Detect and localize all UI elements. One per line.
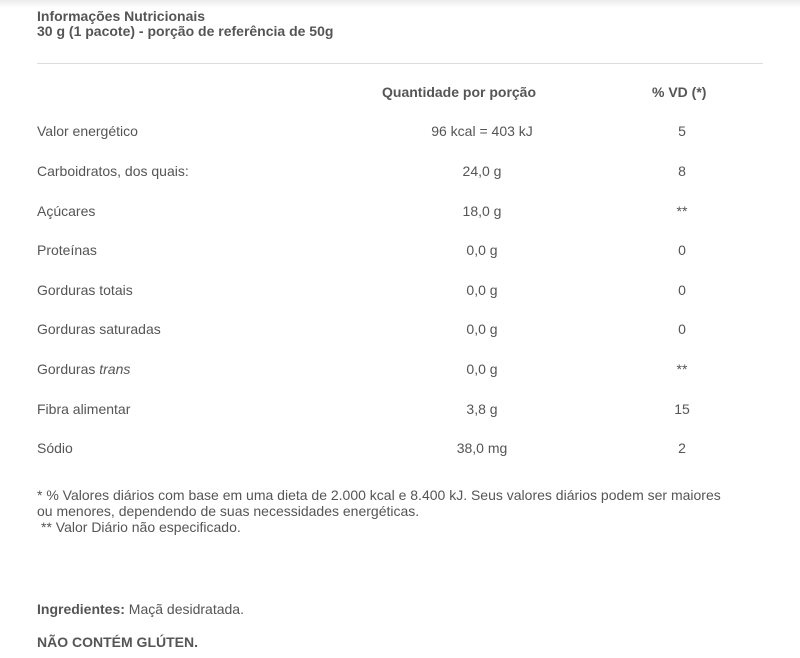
nutrient-name: Valor energético bbox=[37, 123, 138, 139]
column-header-quantity: Quantidade por porção bbox=[382, 84, 537, 100]
nutrient-quantity: 0,0 g bbox=[466, 361, 498, 377]
table-row bbox=[0, 321, 800, 341]
nutrient-vd: ** bbox=[676, 361, 688, 377]
table-row bbox=[0, 282, 800, 302]
nutrient-name: Gorduras totais bbox=[37, 282, 133, 298]
nutrient-vd: 0 bbox=[678, 282, 686, 298]
nutrient-name-italic: trans bbox=[99, 361, 131, 377]
nutrient-quantity: 0,0 g bbox=[466, 242, 498, 258]
nutrient-name-prefix: Gorduras bbox=[37, 361, 100, 377]
nutrient-name: Fibra alimentar bbox=[37, 401, 131, 417]
nutrient-vd: 5 bbox=[678, 123, 686, 139]
footnote-unspecified: ** Valor Diário não especificado. bbox=[41, 519, 241, 535]
nutrient-name: Carboidratos, dos quais: bbox=[37, 163, 189, 179]
ingredients-label: Ingredientes: bbox=[37, 601, 125, 617]
ingredients bbox=[37, 601, 244, 617]
nutrition-header bbox=[37, 9, 333, 39]
table-row bbox=[0, 401, 800, 421]
nutrient-quantity: 24,0 g bbox=[462, 163, 502, 179]
nutrient-vd: 15 bbox=[674, 401, 690, 417]
nutrient-name: Açúcares bbox=[37, 203, 96, 219]
nutrient-quantity: 38,0 mg bbox=[456, 440, 508, 456]
footnote-vd: * % Valores diários com base em uma dieta de 2.000 kcal e 8.400 kJ. Seus valores diários podem ser maiores ou menores, dependendo de suas necessidades energéticas. bbox=[37, 487, 721, 519]
top-shadow bbox=[0, 0, 800, 8]
table-row bbox=[0, 361, 800, 381]
nutrient-vd: 0 bbox=[678, 242, 686, 258]
nutrient-name bbox=[37, 361, 130, 377]
table-row bbox=[0, 203, 800, 223]
serving-size: 30 g (1 pacote) - porção de referência de 50g bbox=[37, 23, 334, 39]
nutrient-quantity: 0,0 g bbox=[466, 321, 498, 337]
column-header-vd: % VD (*) bbox=[652, 84, 707, 100]
gluten-notice: NÃO CONTÉM GLÚTEN. bbox=[37, 634, 198, 650]
nutrient-quantity: 96 kcal = 403 kJ bbox=[431, 123, 533, 139]
table-row bbox=[0, 440, 800, 460]
nutrient-vd: 0 bbox=[678, 321, 686, 337]
nutrition-title: Informações Nutricionais bbox=[37, 8, 206, 24]
nutrient-name: Proteínas bbox=[37, 242, 97, 258]
table-row bbox=[0, 163, 800, 183]
nutrient-vd: 8 bbox=[678, 163, 686, 179]
nutrient-quantity: 0,0 g bbox=[466, 282, 498, 298]
nutrient-vd: 2 bbox=[678, 440, 686, 456]
nutrient-name: Gorduras saturadas bbox=[37, 321, 161, 337]
footnotes bbox=[37, 487, 737, 535]
ingredients-value: Maçã desidratada. bbox=[124, 601, 244, 617]
divider bbox=[37, 63, 763, 64]
nutrient-name: Sódio bbox=[37, 440, 73, 456]
table-row bbox=[0, 242, 800, 262]
nutrient-quantity: 3,8 g bbox=[466, 401, 498, 417]
nutrient-quantity: 18,0 g bbox=[462, 203, 502, 219]
table-row bbox=[0, 123, 800, 143]
nutrient-vd: ** bbox=[676, 203, 688, 219]
